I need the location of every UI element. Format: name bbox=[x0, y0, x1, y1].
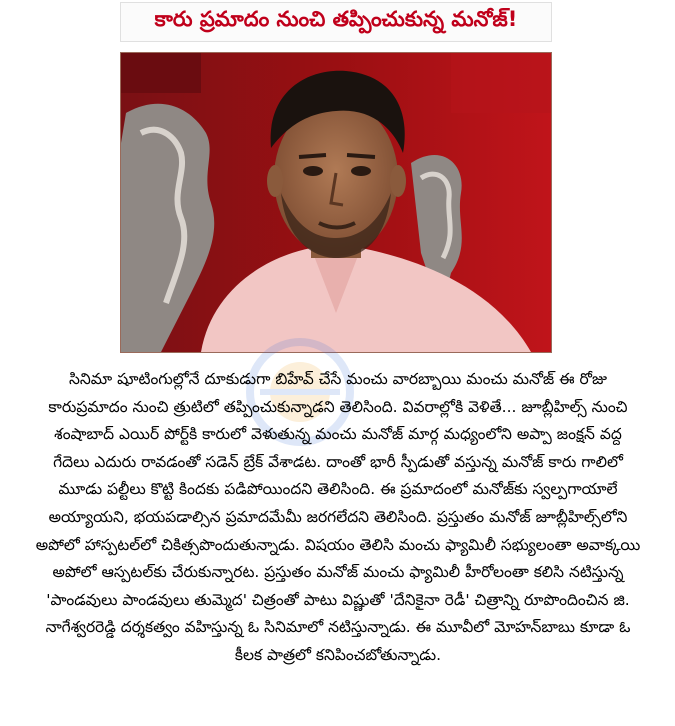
article-line: నాగేశ్వరరెడ్డి దర్శకత్వం వహిస్తున్న ఓ సినిమాలో నటిస్తున్నాడు. ఈ మూవీలో మోహన్‌బాబు కూడా ఓ bbox=[45, 618, 631, 637]
article-line: శంషాబాద్ ఎయిర్ పోర్ట్‌కి కారులో వెళుతున్న మంచు మనోజ్ మార్గ మధ్యంలోని అప్పా జంక్షన్ వద్ద bbox=[54, 425, 622, 444]
article-line: 'పాండవులు పాండవులు తుమ్మెద' చిత్రంతో పాటు విష్ణుతో 'దేనికైనా రెడీ' చిత్రాన్ని రూపొందించిన జి. bbox=[46, 590, 630, 609]
article-line: మూడు పల్టీలు కొట్టి కిందకు పడిపోయిందని తెలిసింది. ఈ ప్రమాదంలో మనోజ్‌కు స్వల్పగాయాలే bbox=[58, 480, 618, 499]
article-body bbox=[6, 366, 670, 670]
article-line: గేదెలు ఎదురు రావడంతో సడెన్ బ్రేక్ వేశాడట. దాంతో భారీ స్పీడుతో వస్తున్న మనోజ్ కారు గాలిలో bbox=[53, 452, 623, 471]
article-line: సినిమా షూటింగుల్లోనే దూకుడుగా బిహేవ్ చేసే మంచు వారబ్బాయి మంచు మనోజ్ ఈ రోజు bbox=[69, 370, 607, 388]
article-line: కారుప్రమాదం నుంచి త్రుటిలో తప్పించుకున్నాడని తెలిసింది. వివరాల్లోకి వెళితే... జూబ్లీహిల్స్ నుంచి bbox=[48, 397, 628, 416]
portrait-photo bbox=[120, 52, 552, 353]
article-line: అపోలో హాస్పటల్‌లో చికిత్సపొందుతున్నాడు. విషయం తెలిసి మంచు ఫ్యామిలీ సభ్యులంతా అవాక్కయి bbox=[35, 535, 641, 554]
article-line: అపోలో ఆస్పటల్‌కు చేరుకున్నారట. ప్రస్తుతం మనోజ్ మంచు ఫ్యామిలీ హీరోలంతా కలిసి నటిస్తున్న bbox=[52, 563, 624, 582]
article-line: కీలక పాత్రలో కనిపించబోతున్నాడు. bbox=[234, 645, 442, 664]
article-line: అయ్యాయని, భయపడాల్సిన ప్రమాదమేమీ జరగలేదని తెలిసింది. ప్రస్తుతం మనోజ్ జూబ్లీహిల్స్‌లోని bbox=[48, 507, 628, 526]
portrait-photo-icon bbox=[121, 53, 551, 352]
headline: కారు ప్రమాదం నుంచి తప్పించుకున్న మనోజ్! bbox=[120, 2, 552, 42]
